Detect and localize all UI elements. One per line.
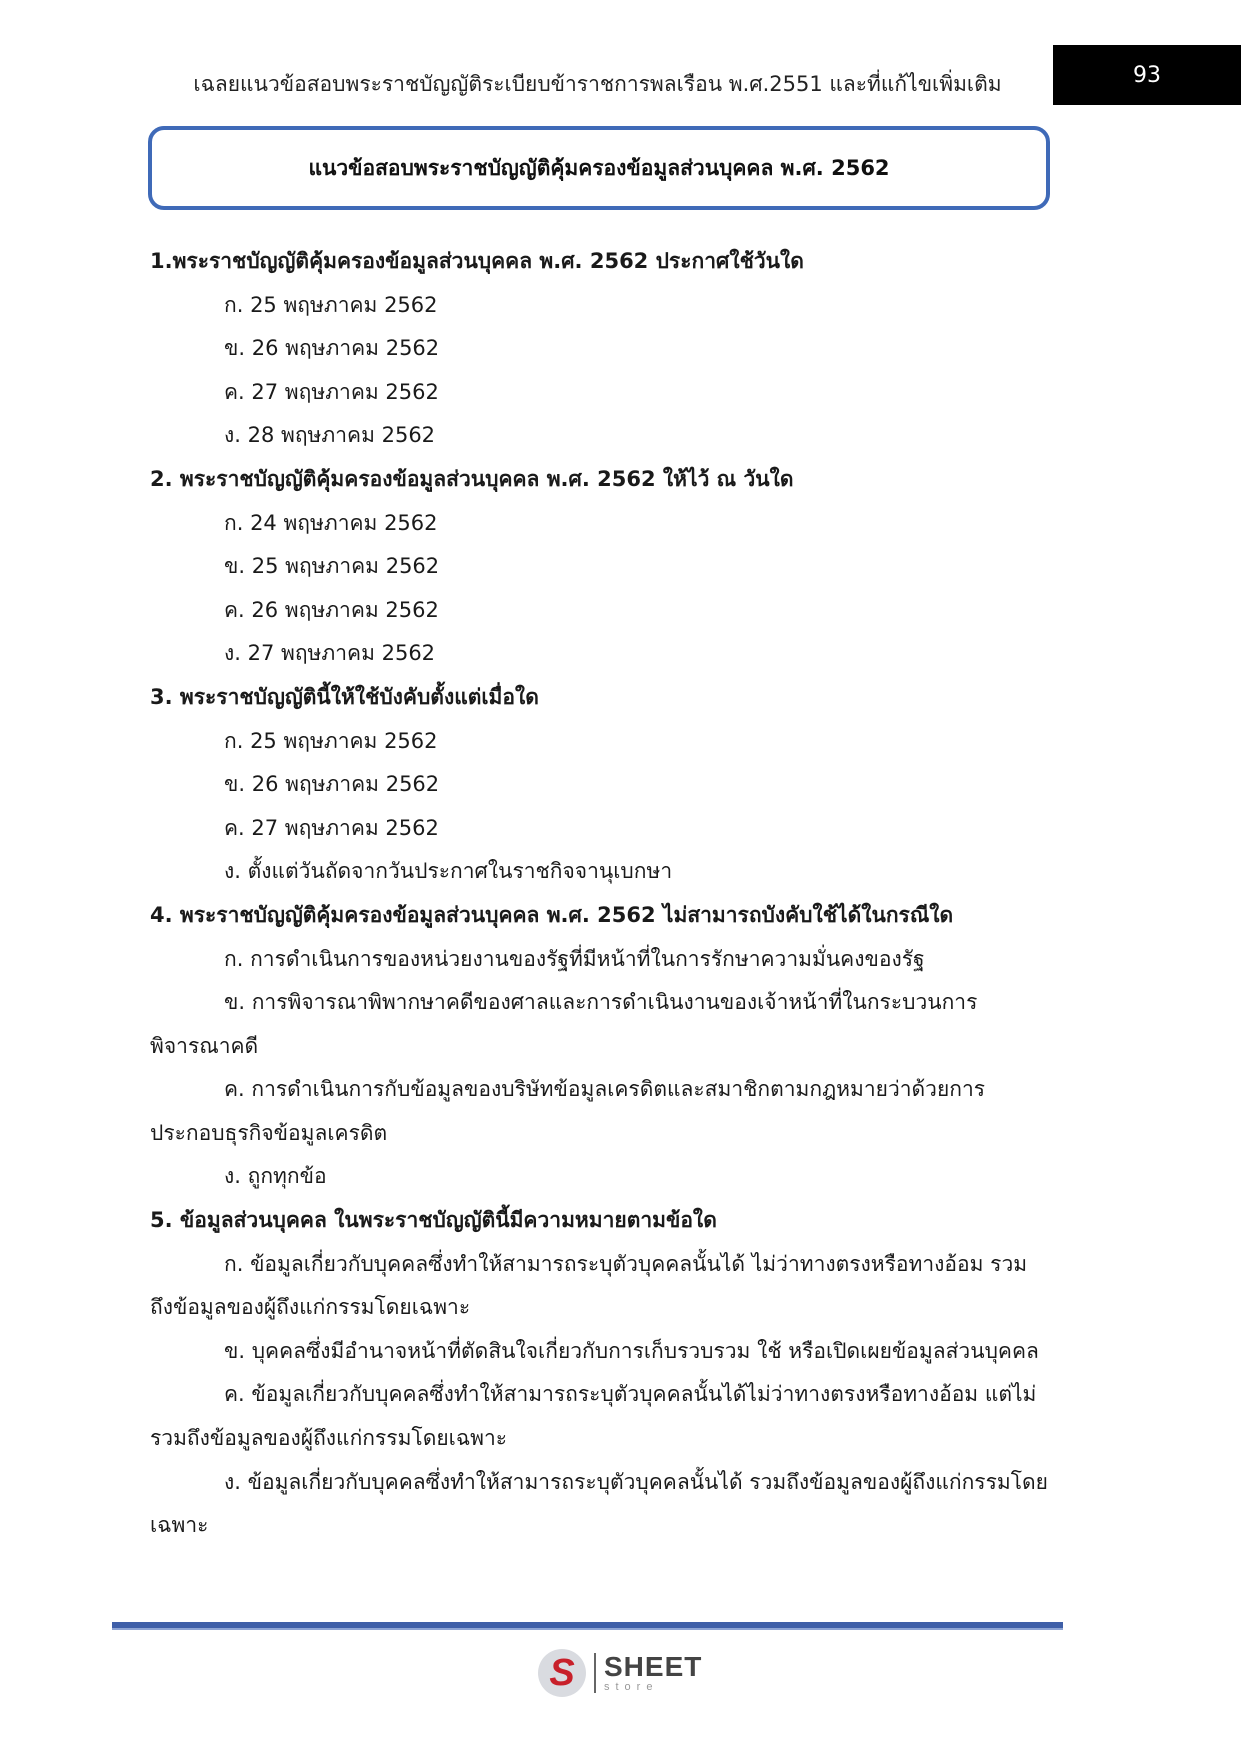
choice: ข. 26 พฤษภาคม 2562 bbox=[224, 772, 440, 797]
page-header-title: เฉลยแนวข้อสอบพระราชบัญญัติระเบียบข้าราชการพลเรือน พ.ศ.2551 และที่แก้ไขเพิ่มเติม bbox=[193, 72, 1002, 96]
choice: ก. 24 พฤษภาคม 2562 bbox=[224, 510, 438, 535]
choice: ค. ข้อมูลเกี่ยวกับบุคคลซึ่งทำให้สามารถระบุตัวบุคคลนั้นได้ไม่ว่าทางตรงหรือทางอ้อม แต่ไม่รวมถึงข้อมูลของผู้ถึงแก่กรรมโดยเฉพาะ bbox=[150, 1382, 1037, 1451]
sheet-store-logo bbox=[538, 1648, 702, 1698]
question: 3. พระราชบัญญัตินี้ให้ใช้บังคับตั้งแต่เมื่อใด bbox=[150, 684, 539, 709]
choice: ก. ข้อมูลเกี่ยวกับบุคคลซึ่งทำให้สามารถระบุตัวบุคคลนั้นได้ ไม่ว่าทางตรงหรือทางอ้อม รวมถึงข้อมูลของผู้ถึงแก่กรรมโดยเฉพาะ bbox=[150, 1251, 1028, 1320]
choice: ง. 27 พฤษภาคม 2562 bbox=[224, 641, 436, 666]
logo-mark-letter: S bbox=[549, 1651, 575, 1694]
choice: ก. 25 พฤษภาคม 2562 bbox=[224, 728, 438, 753]
choice: ง. ข้อมูลเกี่ยวกับบุคคลซึ่งทำให้สามารถระบุตัวบุคคลนั้นได้ รวมถึงข้อมูลของผู้ถึงแก่กรรมโดยเฉพาะ bbox=[150, 1469, 1048, 1538]
logo-s-icon bbox=[538, 1649, 586, 1697]
choice: ก. 25 พฤษภาคม 2562 bbox=[224, 292, 438, 317]
choice: ค. 26 พฤษภาคม 2562 bbox=[224, 597, 439, 622]
choice: ค. 27 พฤษภาคม 2562 bbox=[224, 379, 439, 404]
question: 2. พระราชบัญญัติคุ้มครองข้อมูลส่วนบุคคล พ.ศ. 2562 ให้ไว้ ณ วันใด bbox=[150, 466, 794, 491]
choice: ข. 25 พฤษภาคม 2562 bbox=[224, 554, 440, 579]
footer-divider bbox=[112, 1622, 1063, 1628]
logo-wordmark bbox=[604, 1653, 702, 1693]
logo-subtext: store bbox=[604, 1681, 659, 1693]
question: 4. พระราชบัญญัติคุ้มครองข้อมูลส่วนบุคคล พ.ศ. 2562 ไม่สามารถบังคับใช้ได้ในกรณีใด bbox=[150, 902, 954, 927]
question: 5. ข้อมูลส่วนบุคคล ในพระราชบัญญัตินี้มีความหมายตามข้อใด bbox=[150, 1208, 717, 1233]
section-title: แนวข้อสอบพระราชบัญญัติคุ้มครองข้อมูลส่วนบุคคล พ.ศ. 2562 bbox=[308, 155, 890, 180]
question-list bbox=[150, 240, 1050, 1548]
choice: ง. ถูกทุกข้อ bbox=[224, 1164, 327, 1189]
choice: ค. 27 พฤษภาคม 2562 bbox=[224, 815, 439, 840]
choice: ข. การพิจารณาพิพากษาคดีของศาลและการดำเนินงานของเจ้าหน้าที่ในกระบวนการพิจารณาคดี bbox=[150, 990, 978, 1058]
choice: ข. 26 พฤษภาคม 2562 bbox=[224, 336, 440, 361]
choice: ข. บุคคลซึ่งมีอำนาจหน้าที่ตัดสินใจเกี่ยวกับการเก็บรวบรวม ใช้ หรือเปิดเผยข้อมูลส่วนบุคคล bbox=[224, 1338, 1039, 1363]
section-title-box bbox=[148, 126, 1050, 210]
choice: ก. การดำเนินการของหน่วยงานของรัฐที่มีหน้าที่ในการรักษาความมั่นคงของรัฐ bbox=[224, 946, 925, 971]
choice: ค. การดำเนินการกับข้อมูลของบริษัทข้อมูลเครดิตและสมาชิกตามกฎหมายว่าด้วยการประกอบธุรกิจข้อมูลเครดิต bbox=[150, 1077, 986, 1145]
question: 1.พระราชบัญญัติคุ้มครองข้อมูลส่วนบุคคล พ.ศ. 2562 ประกาศใช้วันใด bbox=[150, 249, 804, 273]
choice: ง. 28 พฤษภาคม 2562 bbox=[224, 423, 436, 448]
choice: ง. ตั้งแต่วันถัดจากวันประกาศในราชกิจจานุเบกษา bbox=[224, 859, 673, 884]
logo-separator bbox=[594, 1653, 596, 1693]
page-number: 93 bbox=[1133, 62, 1161, 88]
logo-text: SHEET bbox=[604, 1651, 703, 1682]
page-number-box bbox=[1053, 45, 1241, 105]
